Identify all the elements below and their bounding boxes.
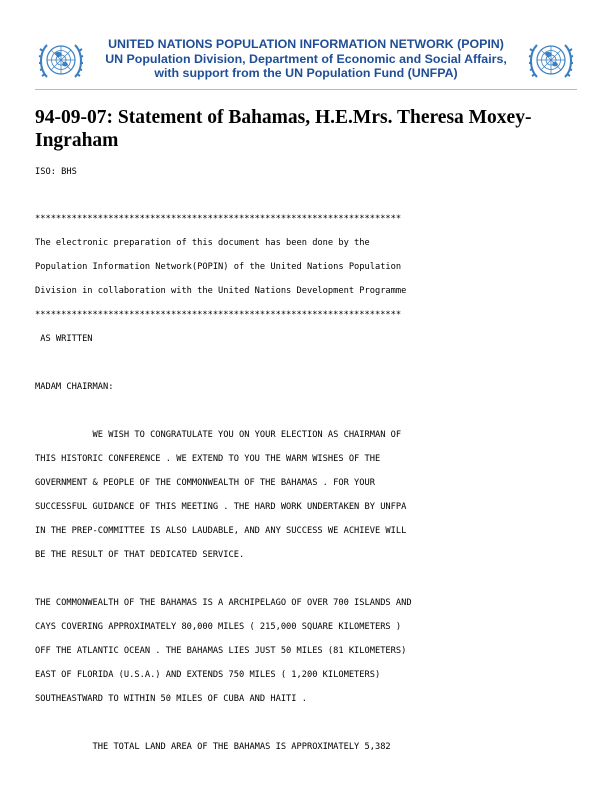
paragraph-line: BE THE RESULT OF THAT DEDICATED SERVICE. (35, 550, 245, 560)
separator-top: ********************************************************************** (35, 214, 402, 224)
paragraph-line: CAYS COVERING APPROXIMATELY 80,000 MILES ( 215,000 SQUARE KILOMETERS ) (35, 622, 402, 632)
paragraph-line: THIS HISTORIC CONFERENCE . WE EXTEND TO YOU THE WARM WISHES OF THE (35, 454, 381, 464)
paragraph-line: EAST OF FLORIDA (U.S.A.) AND EXTENDS 750 MILES ( 1,200 KILOMETERS) (35, 670, 381, 680)
paragraph-line: THE COMMONWEALTH OF THE BAHAMAS IS A ARCHIPELAGO OF OVER 700 ISLANDS AND (35, 598, 412, 608)
notice-line-3: Division in collaboration with the United Nations Development Programme (35, 286, 407, 296)
notice-line-1: The electronic preparation of this document has been done by the (35, 238, 370, 248)
paragraph-line: SUCCESSFUL GUIDANCE OF THIS MEETING . THE HARD WORK UNDERTAKEN BY UNFPA (35, 502, 407, 512)
paragraph-line: THE TOTAL LAND AREA OF THE BAHAMAS IS APPROXIMATELY 5,382 (35, 742, 391, 752)
separator-bottom: ********************************************************************** (35, 310, 402, 320)
as-written-note: AS WRITTEN (35, 334, 93, 344)
header-divider (35, 89, 577, 90)
paragraph-line: SOUTHEASTWARD TO WITHIN 50 MILES OF CUBA AND HAITI . (35, 694, 307, 704)
un-emblem-logo-left (37, 37, 85, 85)
header-line-network: UNITED NATIONS POPULATION INFORMATION NETWORK (POPIN) (108, 37, 504, 51)
document-title: 94-09-07: Statement of Bahamas, H.E.Mrs. Theresa Moxey-Ingraham (35, 107, 532, 151)
site-header (90, 37, 522, 81)
salutation: MADAM CHAIRMAN: (35, 382, 114, 392)
notice-line-2: Population Information Network(POPIN) of the United Nations Population (35, 262, 402, 272)
paragraph-line: GOVERNMENT & PEOPLE OF THE COMMONWEALTH OF THE BAHAMAS . FOR YOUR (35, 478, 375, 488)
paragraph-line: WE WISH TO CONGRATULATE YOU ON YOUR ELECTION AS CHAIRMAN OF (35, 430, 402, 440)
header-line-support: with support from the UN Population Fund (UNFPA) (154, 66, 458, 80)
un-emblem-logo-right (527, 37, 575, 85)
paragraph-line: OFF THE ATLANTIC OCEAN . THE BAHAMAS LIES JUST 50 MILES (81 KILOMETERS) (35, 646, 407, 656)
header-line-division: UN Population Division, Department of Economic and Social Affairs, (105, 51, 507, 66)
iso-code: ISO: BHS (35, 167, 77, 177)
paragraph-line: IN THE PREP-COMMITTEE IS ALSO LAUDABLE, AND ANY SUCCESS WE ACHIEVE WILL (35, 526, 407, 536)
